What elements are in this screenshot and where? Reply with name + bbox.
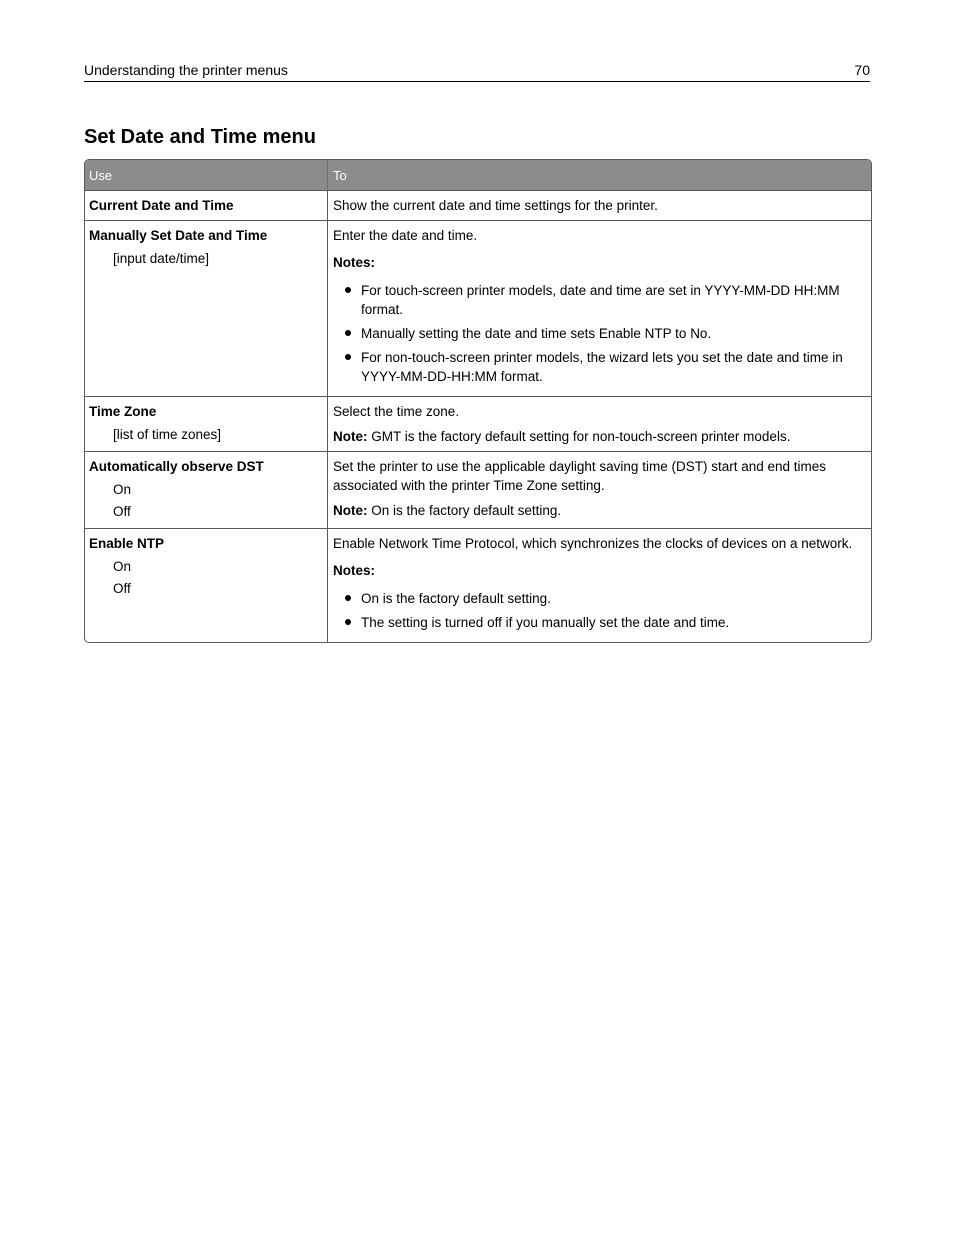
table-row [85, 528, 871, 642]
menu-table [84, 159, 872, 643]
list-item [333, 613, 865, 632]
table-row [85, 190, 871, 220]
notes-heading: Notes: [333, 255, 376, 270]
to-cell [328, 529, 871, 642]
menu-item-name: Current Date and Time [89, 198, 234, 213]
note-text: On is the factory default setting. [367, 503, 562, 518]
menu-item-name: Manually Set Date and Time [89, 228, 268, 243]
list-item [333, 589, 865, 608]
page-number: 70 [854, 62, 870, 78]
menu-item-value: [input date/time] [113, 251, 210, 266]
use-cell [85, 529, 328, 642]
column-header-use: Use [85, 160, 328, 190]
bullet-icon [345, 595, 351, 601]
list-item-text: Manually setting the date and time sets Enable NTP to No. [361, 326, 712, 341]
list-item [333, 281, 865, 319]
list-item-text: For non-touch-screen printer models, the wizard lets you set the date and time in YYYY-MM-DD-HH:MM format. [361, 350, 843, 384]
column-header-to: To [333, 168, 347, 183]
menu-item-description: Set the printer to use the applicable daylight saving time (DST) start and end times associated with the printer Time Zone setting. [333, 459, 827, 493]
list-item [333, 348, 865, 386]
note-label: Note: [333, 429, 368, 444]
bullet-icon [345, 619, 351, 625]
notes-list [333, 281, 865, 386]
menu-item-values [113, 424, 323, 446]
note-line [333, 427, 865, 446]
menu-item-value: [list of time zones] [113, 427, 222, 442]
menu-item-value: Off [113, 581, 131, 596]
menu-item-description: Enter the date and time. [333, 228, 478, 243]
menu-item-value: On [113, 559, 132, 574]
list-item-text: The setting is turned off if you manually set the date and time. [361, 615, 730, 630]
table-row [85, 220, 871, 396]
chapter-title: Understanding the printer menus [84, 62, 288, 78]
to-cell [328, 221, 871, 396]
menu-item-description: Select the time zone. [333, 404, 460, 419]
use-cell [85, 397, 328, 451]
bullet-icon [345, 287, 351, 293]
to-cell [328, 397, 871, 451]
use-cell [85, 221, 328, 396]
use-cell [85, 452, 328, 528]
to-cell [328, 452, 871, 528]
running-header [84, 60, 870, 82]
list-item [333, 324, 865, 343]
note-text: GMT is the factory default setting for non-touch-screen printer models. [367, 429, 791, 444]
table-row [85, 451, 871, 528]
notes-heading: Notes: [333, 563, 376, 578]
table-header-row [85, 160, 871, 190]
menu-item-name: Time Zone [89, 404, 157, 419]
bullet-icon [345, 330, 351, 336]
menu-item-description: Show the current date and time settings for the printer. [333, 198, 658, 213]
note-label: Note: [333, 503, 368, 518]
table-row [85, 396, 871, 451]
section-title: Set Date and Time menu [84, 126, 316, 148]
notes-list [333, 589, 865, 632]
menu-item-name: Automatically observe DST [89, 459, 264, 474]
table-body [85, 190, 871, 642]
list-item-text: For touch-screen printer models, date and time are set in YYYY-MM-DD HH:MM format. [361, 283, 840, 317]
list-item-text: On is the factory default setting. [361, 591, 551, 606]
menu-item-values [113, 248, 323, 270]
menu-item-values [113, 556, 323, 600]
to-cell [328, 191, 871, 220]
bullet-icon [345, 354, 351, 360]
menu-item-value: Off [113, 504, 131, 519]
use-cell [85, 191, 328, 220]
menu-item-values [113, 479, 323, 523]
note-line [333, 501, 865, 520]
menu-item-description: Enable Network Time Protocol, which synchronizes the clocks of devices on a network. [333, 536, 853, 551]
menu-item-value: On [113, 482, 132, 497]
menu-item-name: Enable NTP [89, 536, 165, 551]
